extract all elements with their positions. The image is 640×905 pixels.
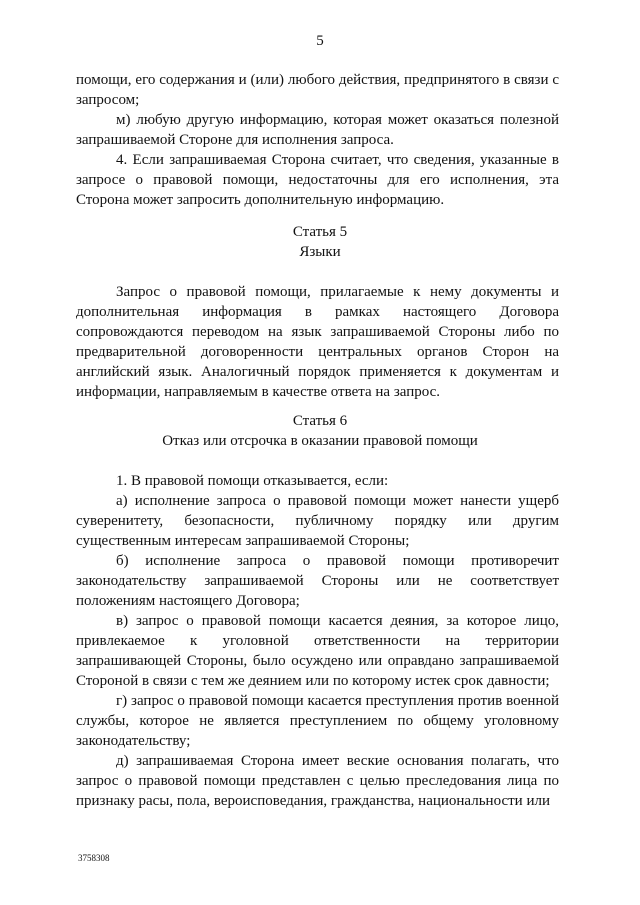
article-5-title: Языки xyxy=(299,244,341,260)
article-6-item-g: г) запрос о правовой помощи касается преступления против военной службы, которое не является преступлением по общему уголовному законодательству; xyxy=(76,693,559,749)
article-6-clause-1: 1. В правовой помощи отказывается, если: xyxy=(116,473,389,489)
article-6-number: Статья 6 xyxy=(292,413,348,429)
article-6-item-b: б) исполнение запроса о правовой помощи противоречит законодательству запрашиваемой Стороны или не соответствует положениям настоящего Договора; xyxy=(76,553,559,609)
paragraph-item-m: м) любую другую информацию, которая может оказаться полезной запрашиваемой Стороне для исполнения запроса. xyxy=(76,112,559,148)
top-paragraphs xyxy=(76,70,559,210)
article-6-item-v: в) запрос о правовой помощи касается деяния, за которое лицо, привлекаемое к уголовной ответственности на территории запрашивающей Стороны, было осуждено или оправдано запрашиваемой Стороной в связи с тем же деянием или по которому истек срок давности; xyxy=(76,613,559,689)
article-6-title: Отказ или отсрочка в оказании правовой помощи xyxy=(162,433,478,449)
page-number: 5 xyxy=(316,33,324,49)
article-6-body xyxy=(76,471,559,811)
document-code: 3758308 xyxy=(78,853,110,863)
article-5-text: Запрос о правовой помощи, прилагаемые к нему документы и дополнительная информация в рамках настоящего Договора сопровождаются переводом на язык запрашиваемой Стороны либо по предварительной договоренности центральных органов Сторон на английский язык. Аналогичный порядок применяется к документам и информации, направляемым в качестве ответа на запрос. xyxy=(76,284,559,400)
article-5-body xyxy=(76,282,559,402)
paragraph-clause-4: 4. Если запрашиваемая Сторона считает, что сведения, указанные в запросе о правовой помощи, недостаточны для его исполнения, эта Сторона может запросить дополнительную информацию. xyxy=(76,152,559,208)
article-6-item-d: д) запрашиваемая Сторона имеет веские основания полагать, что запрос о правовой помощи представлен с целью преследования лица по признаку расы, пола, вероисповедания, гражданства, национальности или xyxy=(76,753,559,809)
article-5-number: Статья 5 xyxy=(292,224,348,240)
article-6-item-a: а) исполнение запроса о правовой помощи может нанести ущерб суверенитету, безопасности, публичному порядку или другим существенным интересам запрашиваемой Стороны; xyxy=(76,493,559,549)
paragraph-continuation: помощи, его содержания и (или) любого действия, предпринятого в связи с запросом; xyxy=(76,72,559,108)
